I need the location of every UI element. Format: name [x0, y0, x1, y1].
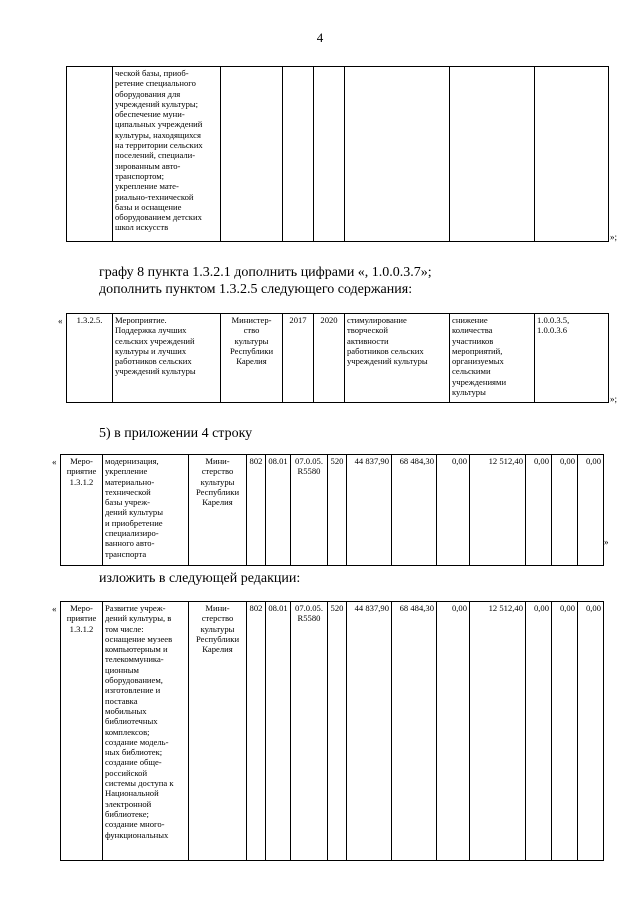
cell-value-6: 0,00 — [552, 602, 578, 861]
cell-value-7: 0,00 — [578, 602, 604, 861]
cell-executor: Министер- ство культуры Республики Карелия — [221, 314, 283, 403]
table-old-row — [60, 454, 604, 566]
cell-value-3: 0,00 — [437, 602, 470, 861]
cell-text: ческой базы, приоб- ретение специального оборудования для учреждений культуры; обеспечение муни- ципальных учреждений культуры, находящихся на территории сельских поселений, специали- зированным авто- транспортом; укрепление мате- риально-технической базы и оснащение оборудованием детских школ искусств — [113, 67, 221, 242]
cell-codes: 1.0.0.3.5, 1.0.0.3.6 — [535, 314, 609, 403]
cell-rzpr: 08.01 — [266, 455, 291, 566]
cell-num: 1.3.2.5. — [67, 314, 113, 403]
cell-description: Развитие учреж- дений культуры, в том числе: оснащение музеев компьютерным и телекоммуника- ционным оборудованием, изготовление и поставка мобильных библиотечных комплексов; создание модель- ных библиотек; создание обще- российской системы доступа к Национальной электронной библиотеке; создание много- функциональных — [103, 602, 189, 861]
cell-vr: 520 — [328, 455, 347, 566]
cell-value-2: 68 484,30 — [392, 602, 437, 861]
cell-start-year: 2017 — [283, 314, 314, 403]
cell-value-7: 0,00 — [578, 455, 604, 566]
cell-grbs: 802 — [247, 602, 266, 861]
cell-value-5: 0,00 — [526, 455, 552, 566]
paragraph-new-edition: изложить в следующей редакции: — [99, 571, 301, 586]
cell-executor: Мини- стерство культуры Республики Карелия — [189, 602, 247, 861]
page-number: 4 — [316, 30, 324, 45]
cell-end-year: 2020 — [314, 314, 345, 403]
cell-event: Меро- приятие 1.3.1.2 — [61, 602, 103, 861]
cell-result: стимулирование творческой активности работников сельских учреждений культуры — [345, 314, 450, 403]
cell-indicator: снижение количества участников мероприятий, организуемых сельскими учреждениями культуры — [450, 314, 535, 403]
paragraph-graph8: графу 8 пункта 1.3.2.1 дополнить цифрами «, 1.0.0.3.7»; — [99, 265, 432, 280]
cell-executor: Мини- стерство культуры Республики Карелия — [189, 455, 247, 566]
cell-event: Меро- приятие 1.3.1.2 — [61, 455, 103, 566]
cell-grbs: 802 — [247, 455, 266, 566]
cell-rzpr: 08.01 — [266, 602, 291, 861]
cell-value-6: 0,00 — [552, 455, 578, 566]
table-continuation — [66, 66, 609, 242]
paragraph-appendix4: 5) в приложении 4 строку — [99, 426, 253, 441]
open-quote-3: « — [52, 457, 57, 467]
cell-value-2: 68 484,30 — [392, 455, 437, 566]
cell-vr: 520 — [328, 602, 347, 861]
paragraph-add-point: дополнить пунктом 1.3.2.5 следующего содержания: — [99, 282, 413, 297]
close-quote-3: » — [604, 537, 609, 547]
cell-value-3: 0,00 — [437, 455, 470, 566]
open-quote-2: « — [58, 316, 63, 326]
open-quote-4: « — [52, 604, 57, 614]
cell-description: модернизация, укрепление материально- технической базы учреж- дений культуры и приобретение специализиро- ванного авто- транспорта — [103, 455, 189, 566]
cell-value-1: 44 837,90 — [347, 602, 392, 861]
table-point-1-3-2-5 — [66, 313, 609, 403]
cell-num — [67, 67, 113, 242]
cell-csr: 07.0.05. R5580 — [291, 602, 328, 861]
cell-value-1: 44 837,90 — [347, 455, 392, 566]
cell-name: Мероприятие. Поддержка лучших сельских учреждений культуры и лучших работников сельских учреждений культуры — [113, 314, 221, 403]
close-quote-1: »; — [610, 232, 618, 242]
cell-value-4: 12 512,40 — [470, 455, 526, 566]
cell-value-5: 0,00 — [526, 602, 552, 861]
cell-value-4: 12 512,40 — [470, 602, 526, 861]
table-new-row — [60, 601, 604, 861]
cell-csr: 07.0.05. R5580 — [291, 455, 328, 566]
close-quote-2: »; — [610, 394, 618, 404]
